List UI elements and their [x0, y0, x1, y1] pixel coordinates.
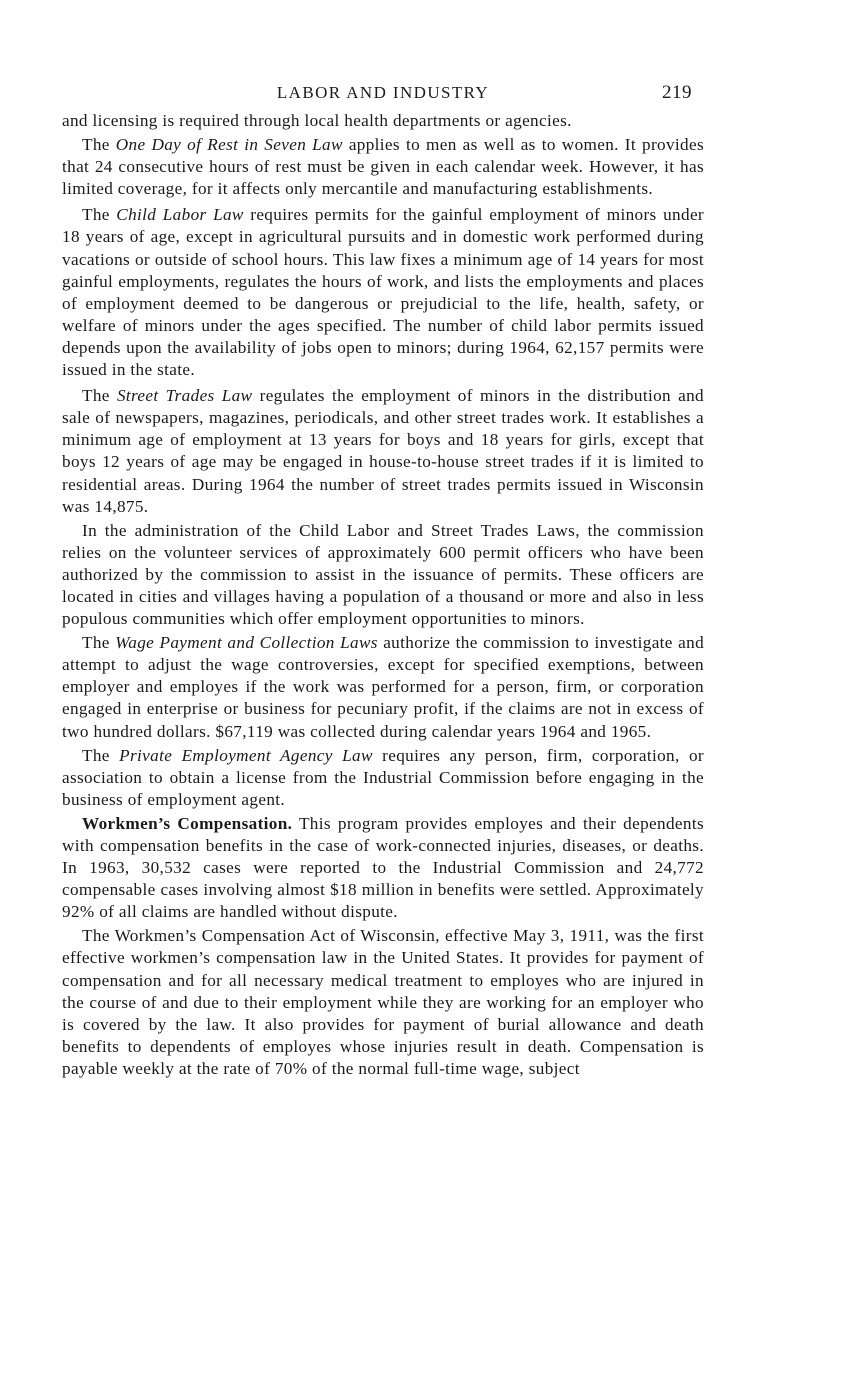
paragraph-prefix: The: [82, 135, 116, 155]
paragraph-text: regulates the employment of minors in the distribution and sale of newspapers, magazines, periodicals, and other street trades work. It establishes a minimum age of employment at 13 years for boys and 18 years for girls, except that boys 12 years of age may be engaged in house-to-house street trades if it is limited to residential areas. During 1964 the number of street trades permits issued in Wisconsin was 14,875.: [62, 386, 704, 516]
page-number: 219: [662, 82, 692, 103]
law-name-italic: Street Trades Law: [116, 386, 253, 406]
paragraph-text: and licensing is required through local health departments or agencies.: [62, 111, 572, 130]
paragraph-prefix: The: [82, 205, 117, 225]
paragraph-continuation: [62, 110, 704, 132]
paragraph-text: authorize the commission to investigate and attempt to adjust the wage controversies, except for specified exemptions, between employer and employes if the work was performed for a person, firm, or corporation engaged in enterprise or business for pecuniary profit, if the claims are not in excess of two hundred dollars. $67,119 was collected during calendar years 1964 and 1965.: [62, 633, 705, 741]
paragraph-text: applies to men as well as to women. It provides that 24 consecutive hours of rest must be given in each calendar week. However, it has limited coverage, for it affects only mercantile and manufacturing establishments.: [62, 135, 704, 199]
paragraph-permit-officers: [62, 520, 704, 630]
paragraph-street-trades-law: [62, 385, 704, 518]
paragraph-text: requires any person, firm, corporation, or association to obtain a license from the Industrial Commission before engaging in the business of employment agent.: [62, 745, 704, 809]
law-name-italic: Wage Payment and Collection Laws: [115, 633, 378, 653]
paragraph-wage-payment-laws: [62, 632, 704, 742]
law-name-italic: One Day of Rest in Seven Law: [115, 135, 343, 155]
paragraph-text: requires permits for the gainful employment of minors under 18 years of age, except in agricultural pursuits and in domestic work performed during vacations or outside of school hours. This law fixes a minimum age of 14 years for most gainful employments, regulates the hours of work, and lists the employments and places of employment deemed to be dangerous or prejudicial to the life, health, safety, or welfare of minors under the ages specified. The number of child labor permits issued depends upon the availability of jobs open to minors; during 1964, 62,157 permits were issued in the state.: [62, 205, 704, 380]
running-title: LABOR AND INDUSTRY: [276, 83, 490, 102]
paragraph-day-of-rest-law: [62, 134, 704, 200]
paragraph-prefix: The: [82, 386, 117, 406]
paragraph-text: In the administration of the Child Labor and Street Trades Laws, the commission relies on the volunteer services of approximately 600 permit officers who have been authorized by the commission to assist in the issuance of permits. These officers are located in cities and villages having a population of a thousand or more and also in less populous communities which offer employment opportunities to minors.: [62, 520, 704, 629]
running-header: [62, 78, 704, 110]
paragraph-text: This program provides employes and their dependents with compensation benefits in the case of work-connected injuries, diseases, or deaths. In 1963, 30,532 cases were reported to the Industrial Commission and 24,772 compensable cases involving almost $18 million in benefits were settled. Approximately 92% of all claims are handled without dispute.: [62, 813, 704, 922]
paragraph-compensation-act: [62, 925, 704, 1080]
law-name-italic: Child Labor Law: [116, 205, 244, 225]
paragraph-employment-agency-law: [62, 745, 704, 811]
law-name-italic: Private Employment Agency Law: [119, 745, 373, 765]
paragraph-prefix: The: [82, 745, 120, 765]
paragraph-child-labor-law: [62, 204, 704, 381]
paragraph-text: The Workmen’s Compensation Act of Wisconsin, effective May 3, 1911, was the first effective workmen’s compensation law in the United States. It provides for payment of compensation and for all necessary medical treatment to employes who are injured in the course of and due to their employment while they are working for an employer who is covered by the law. It also provides for payment of burial allowance and death benefits to dependents of employes whose injuries result in death. Compensation is payable weekly at the rate of 70% of the normal full-time wage, subject: [62, 926, 704, 1078]
section-heading-bold: Workmen’s Compensation.: [82, 813, 293, 833]
paragraph-workmens-compensation: [62, 813, 704, 923]
book-page: [62, 78, 704, 1082]
paragraph-prefix: The: [82, 633, 116, 653]
